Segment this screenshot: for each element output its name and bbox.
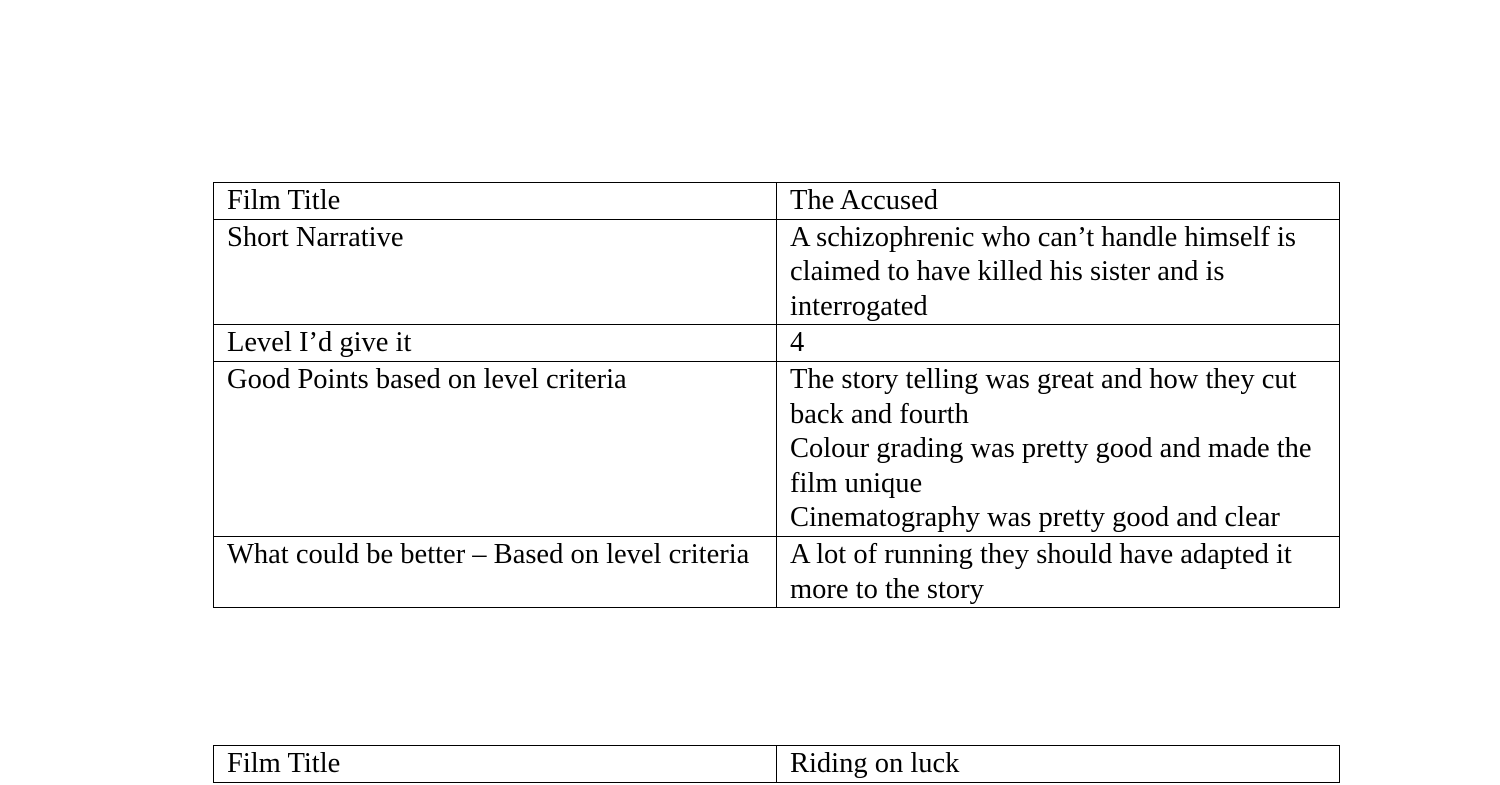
row-value: 4 xyxy=(777,325,1340,362)
row-label: What could be better – Based on level criteria xyxy=(214,536,777,607)
row-label: Good Points based on level criteria xyxy=(214,361,777,536)
row-value: A schizophrenic who can’t handle himself is claimed to have killed his sister and is interrogated xyxy=(777,219,1340,325)
row-value-list xyxy=(777,361,1340,536)
table-row-improvements xyxy=(214,536,1340,607)
table-row-level xyxy=(214,325,1340,362)
row-value: A lot of running they should have adapted it more to the story xyxy=(777,536,1340,607)
review-table-riding-on-luck xyxy=(213,745,1340,783)
table-row-good-points xyxy=(214,361,1340,536)
review-table-the-accused xyxy=(213,182,1340,608)
table-row-film-title xyxy=(214,183,1340,220)
row-label: Film Title xyxy=(214,183,777,220)
table-row-film-title xyxy=(214,746,1340,783)
table-row-short-narrative xyxy=(214,219,1340,325)
row-value: The Accused xyxy=(777,183,1340,220)
row-label: Short Narrative xyxy=(214,219,777,325)
good-point-paragraph: Colour grading was pretty good and made the film unique xyxy=(790,433,1312,499)
row-label: Film Title xyxy=(214,746,777,783)
row-label: Level I’d give it xyxy=(214,325,777,362)
good-point-paragraph: Cinematography was pretty good and clear xyxy=(790,502,1280,534)
good-point-paragraph: The story telling was great and how they cut back and fourth xyxy=(790,363,1297,430)
row-value: Riding on luck xyxy=(777,746,1340,783)
